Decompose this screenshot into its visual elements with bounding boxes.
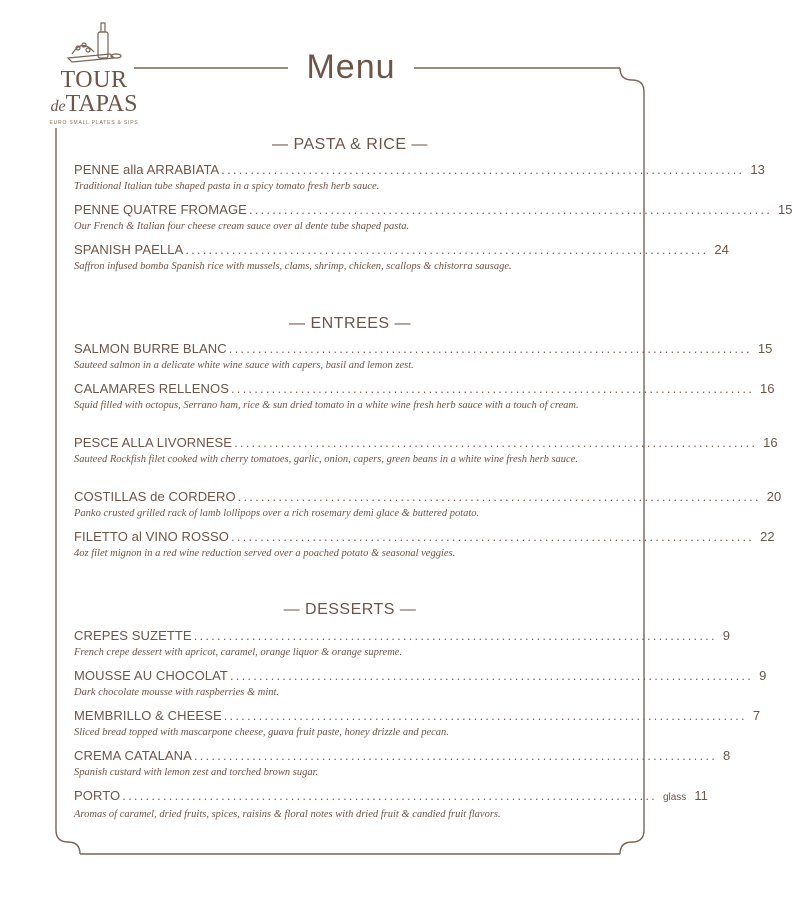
item-name: COSTILLAS de CORDERO (74, 489, 236, 504)
dot-leader: .......................................................................................... (193, 748, 718, 763)
item-price: 22 (760, 529, 775, 544)
menu-item (74, 747, 731, 780)
section-heading-desserts: — DESSERTS — (283, 601, 417, 618)
dot-leader: .......................................................................................... (223, 708, 747, 723)
dot-leader: .......................................................................................... (234, 435, 758, 450)
dot-leader: .......................................................................................... (248, 202, 773, 217)
item-name: SALMON BURRE BLANC (74, 341, 227, 356)
menu-item (74, 488, 782, 521)
logo (46, 20, 142, 132)
item-price: 11 (694, 788, 708, 803)
dot-leader: .......................................................................................... (230, 381, 755, 396)
dot-leader: .......................................................................................... (221, 162, 745, 177)
item-description: Squid filled with octopus, Serrano ham, rice & sun dried tomato in a white wine fresh herb sauce with a touch of cream. (74, 400, 579, 411)
item-description: Aromas of caramel, dried fruits, spices, raisins & floral notes with dried fruit & candied fruit flavors. (74, 809, 501, 820)
section-heading-pasta-rice: — PASTA & RICE — (272, 136, 428, 153)
item-description: Our French & Italian four cheese cream sauce over al dente tube shaped pasta. (74, 221, 410, 232)
dot-leader: .......................................................................................... (231, 529, 755, 544)
item-description: Saffron infused bomba Spanish rice with mussels, clams, shrimp, chicken, scallops & chistorra sausage. (74, 261, 512, 272)
dot-leader: .......................................................................................... (193, 628, 717, 643)
page-title: Menu (306, 48, 396, 86)
dot-leader: .......................................................................................... (229, 668, 754, 683)
menu-item (74, 161, 765, 194)
logo-tagline: EURO SMALL PLATES & SIPS (49, 120, 139, 126)
section-heading-entrees: — ENTREES — (289, 315, 411, 332)
item-name: PORTO (74, 788, 121, 803)
item-name: CREPES SUZETTE (74, 628, 192, 643)
item-name: CREMA CATALANA (74, 748, 192, 763)
item-description: 4oz filet mignon in a red wine reduction served over a poached potato & seasonal veggies. (74, 548, 456, 559)
item-description: Sauteed salmon in a delicate white wine sauce with capers, basil and lemon zest. (74, 360, 414, 371)
menu-item (74, 340, 773, 373)
item-price: 20 (766, 489, 782, 504)
logo-wordmark-de: de (50, 98, 66, 115)
logo-wordmark-tour: TOUR (60, 67, 128, 93)
menu-item (74, 787, 708, 822)
item-price: 16 (760, 381, 775, 396)
item-name: FILETTO al VINO ROSSO (74, 529, 230, 544)
item-unit: glass (662, 792, 687, 803)
item-price: 24 (714, 242, 729, 257)
item-price: 15 (778, 202, 793, 217)
item-description: French crepe dessert with apricot, caramel, orange liquor & orange supreme. (74, 647, 403, 658)
dot-leader: .......................................................................................... (228, 341, 752, 356)
item-name: PENNE alla ARRABIATA (74, 162, 220, 177)
item-price: 9 (759, 668, 767, 683)
item-price: 13 (750, 162, 765, 177)
item-name: PENNE QUATRE FROMAGE (74, 202, 247, 217)
item-name: SPANISH PAELLA (74, 242, 184, 257)
item-price: 9 (722, 628, 731, 643)
logo-wordmark-tapas-text: TAPAS (65, 91, 138, 117)
item-description: Traditional Italian tube shaped pasta in a spicy tomato fresh herb sauce. (74, 181, 380, 192)
logo-tapas-illustration-icon (64, 20, 124, 66)
item-name: MEMBRILLO & CHEESE (74, 708, 222, 723)
item-price: 7 (752, 708, 761, 723)
menu-item (74, 434, 778, 467)
menu-item (74, 528, 775, 561)
dot-leader: .......................................................................................... (237, 489, 761, 504)
menu-item (74, 241, 729, 274)
menu-item (74, 380, 775, 413)
menu-item (74, 627, 731, 660)
menu-item (74, 201, 793, 234)
item-price: 8 (723, 748, 731, 763)
item-name: MOUSSE AU CHOCOLAT (74, 668, 228, 683)
item-description: Dark chocolate mousse with raspberries & mint. (74, 687, 280, 698)
dot-leader: ............................................................................................ (122, 788, 657, 803)
item-name: PESCE ALLA LIVORNESE (74, 435, 233, 450)
menu-item (74, 707, 761, 740)
dot-leader: .......................................................................................... (185, 242, 709, 257)
item-description: Spanish custard with lemon zest and torched brown sugar. (74, 767, 319, 778)
item-description: Panko crusted grilled rack of lamb lollipops over a rich rosemary demi glace & buttered potato. (74, 508, 480, 519)
logo-wordmark-tapas (46, 92, 142, 119)
item-price: 16 (763, 435, 778, 450)
item-name: CALAMARES RELLENOS (74, 381, 229, 396)
item-description: Sauteed Rockfish filet cooked with cherry tomatoes, garlic, onion, capers, green beans in a white wine fresh herb sauce. (74, 454, 578, 465)
item-price: 15 (757, 341, 773, 356)
item-description: Sliced bread topped with mascarpone cheese, guava fruit paste, honey drizzle and pecan. (74, 727, 449, 738)
menu-item (74, 667, 767, 700)
